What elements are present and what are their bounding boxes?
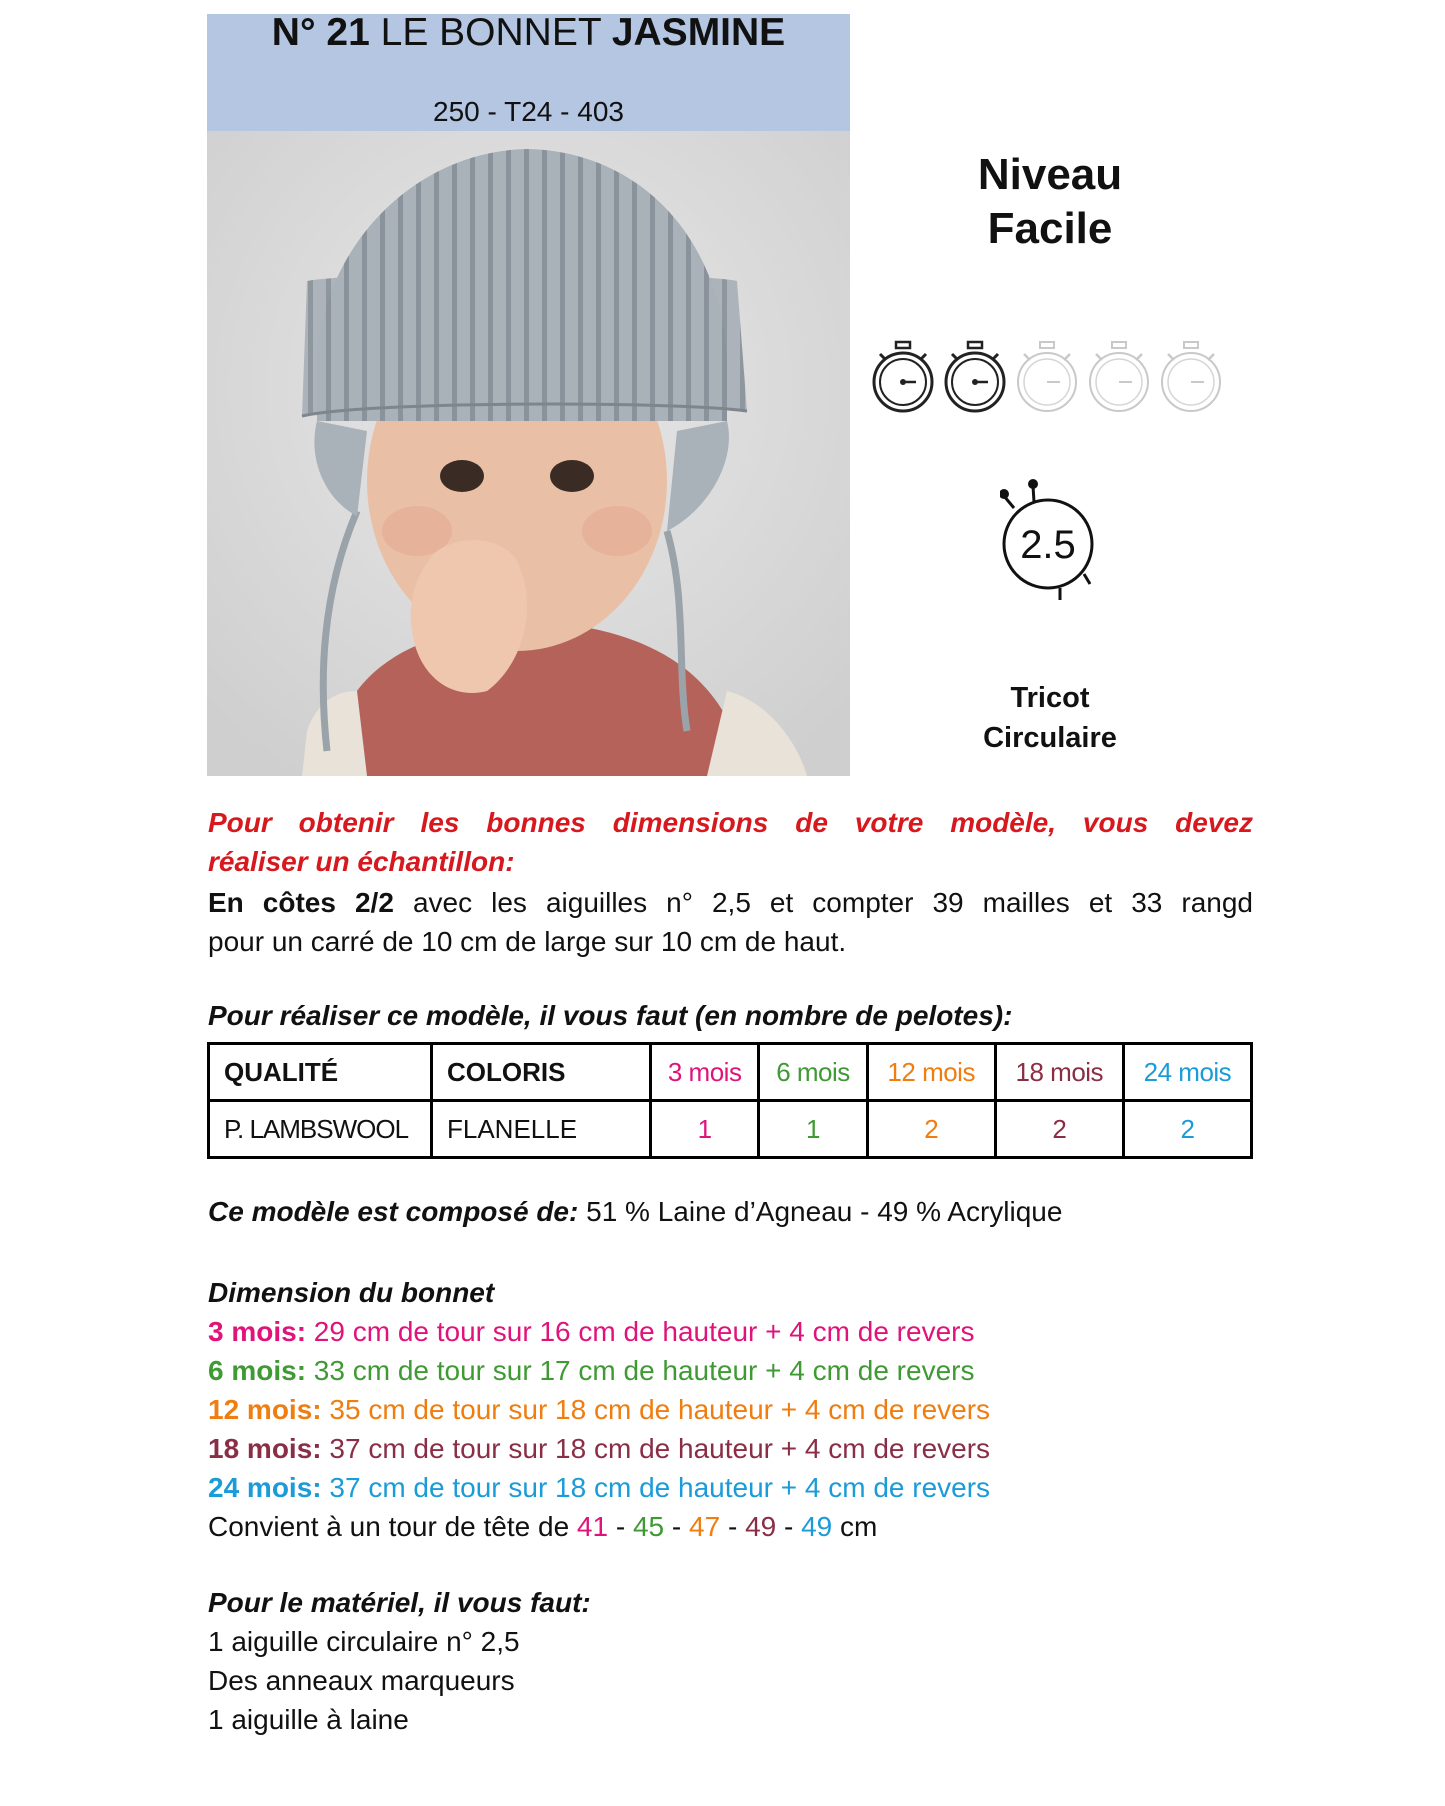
pattern-reference: 250 - T24 - 403 bbox=[433, 96, 624, 127]
materials bbox=[208, 1583, 1253, 1739]
head-circumference: Convient à un tour de tête de 41 - 45 - 47 - 49 - 49 cm bbox=[208, 1511, 878, 1542]
pattern-title bbox=[207, 10, 850, 56]
list-item: 1 aiguille circulaire n° 2,5 bbox=[208, 1626, 520, 1657]
stopwatch-empty-icon bbox=[1162, 342, 1220, 411]
table-header-row bbox=[209, 1044, 1252, 1101]
needle-size-icon bbox=[1000, 478, 1100, 613]
stopwatch-icon bbox=[946, 342, 1004, 411]
header-size: 12 mois bbox=[867, 1044, 995, 1101]
yarn-quantity: 2 bbox=[867, 1101, 995, 1158]
technique-line-2: Circulaire bbox=[983, 722, 1117, 754]
gauge-intro-line-1: Pour obtenir les bonnes dimensions de votre modèle, vous devez bbox=[208, 807, 1253, 838]
dimension-row: 3 mois: 29 cm de tour sur 16 cm de hauteur + 4 cm de revers bbox=[208, 1316, 975, 1347]
yarn-quantity: 2 bbox=[995, 1101, 1123, 1158]
yarn-quantity: 1 bbox=[651, 1101, 759, 1158]
dimension-row: 18 mois: 37 cm de tour sur 18 cm de hauteur + 4 cm de revers bbox=[208, 1433, 991, 1464]
yarn-quality: P. LAMBSWOOL bbox=[209, 1101, 432, 1158]
list-item: 1 aiguille à laine bbox=[208, 1704, 409, 1735]
composition-label: Ce modèle est composé de: bbox=[208, 1196, 579, 1227]
technique-line-1: Tricot bbox=[1010, 682, 1090, 714]
needle-size-value: 2.5 bbox=[1020, 523, 1076, 567]
header-quality: QUALITÉ bbox=[209, 1044, 432, 1101]
table-row bbox=[209, 1101, 1252, 1158]
pattern-name: JASMINE bbox=[611, 11, 786, 54]
stopwatch-icon bbox=[874, 342, 932, 411]
level-label: Niveau bbox=[977, 150, 1123, 199]
yarn-quantity: 2 bbox=[1123, 1101, 1251, 1158]
dimensions-heading: Dimension du bonnet bbox=[208, 1277, 495, 1308]
baby-hat-photo bbox=[207, 131, 850, 776]
gauge-line-1: En côtes 2/2 avec les aiguilles n° 2,5 et compter 39 mailles et 33 rangd bbox=[208, 887, 1253, 918]
difficulty-level bbox=[900, 148, 1200, 256]
header-size: 3 mois bbox=[651, 1044, 759, 1101]
composition-value: 51 % Laine d’Agneau - 49 % Acrylique bbox=[578, 1196, 1063, 1227]
dimensions bbox=[208, 1273, 1253, 1546]
gauge-intro bbox=[208, 803, 1253, 881]
gauge-text bbox=[208, 883, 1253, 961]
stitch-name: En côtes 2/2 bbox=[208, 887, 394, 918]
gauge-intro-line-2: réaliser un échantillon: bbox=[208, 846, 515, 877]
dimension-row: 6 mois: 33 cm de tour sur 17 cm de hauteur + 4 cm de revers bbox=[208, 1355, 975, 1386]
technique bbox=[900, 678, 1200, 758]
composition bbox=[208, 1196, 1253, 1228]
gauge-line-2: pour un carré de 10 cm de large sur 10 cm de haut. bbox=[208, 926, 847, 957]
header-size: 6 mois bbox=[759, 1044, 867, 1101]
materials-heading: Pour le matériel, il vous faut: bbox=[208, 1587, 591, 1618]
list-item: Des anneaux marqueurs bbox=[208, 1665, 515, 1696]
pattern-name-prefix: LE BONNET bbox=[380, 11, 601, 54]
yarn-heading: Pour réaliser ce modèle, il vous faut (en nombre de pelotes): bbox=[208, 1000, 1013, 1031]
difficulty-rating bbox=[872, 340, 1232, 425]
dimension-row: 24 mois: 37 cm de tour sur 18 cm de hauteur + 4 cm de revers bbox=[208, 1472, 991, 1503]
yarn-color: FLANELLE bbox=[432, 1101, 651, 1158]
header-size: 18 mois bbox=[995, 1044, 1123, 1101]
header-color: COLORIS bbox=[432, 1044, 651, 1101]
stopwatch-empty-icon bbox=[1090, 342, 1148, 411]
stopwatch-empty-icon bbox=[1018, 342, 1076, 411]
yarn-table bbox=[207, 1042, 1253, 1159]
header-size: 24 mois bbox=[1123, 1044, 1251, 1101]
pattern-number: N° 21 bbox=[271, 11, 370, 54]
yarn-quantity: 1 bbox=[759, 1101, 867, 1158]
dimension-row: 12 mois: 35 cm de tour sur 18 cm de hauteur + 4 cm de revers bbox=[208, 1394, 991, 1425]
level-value: Facile bbox=[987, 204, 1113, 253]
